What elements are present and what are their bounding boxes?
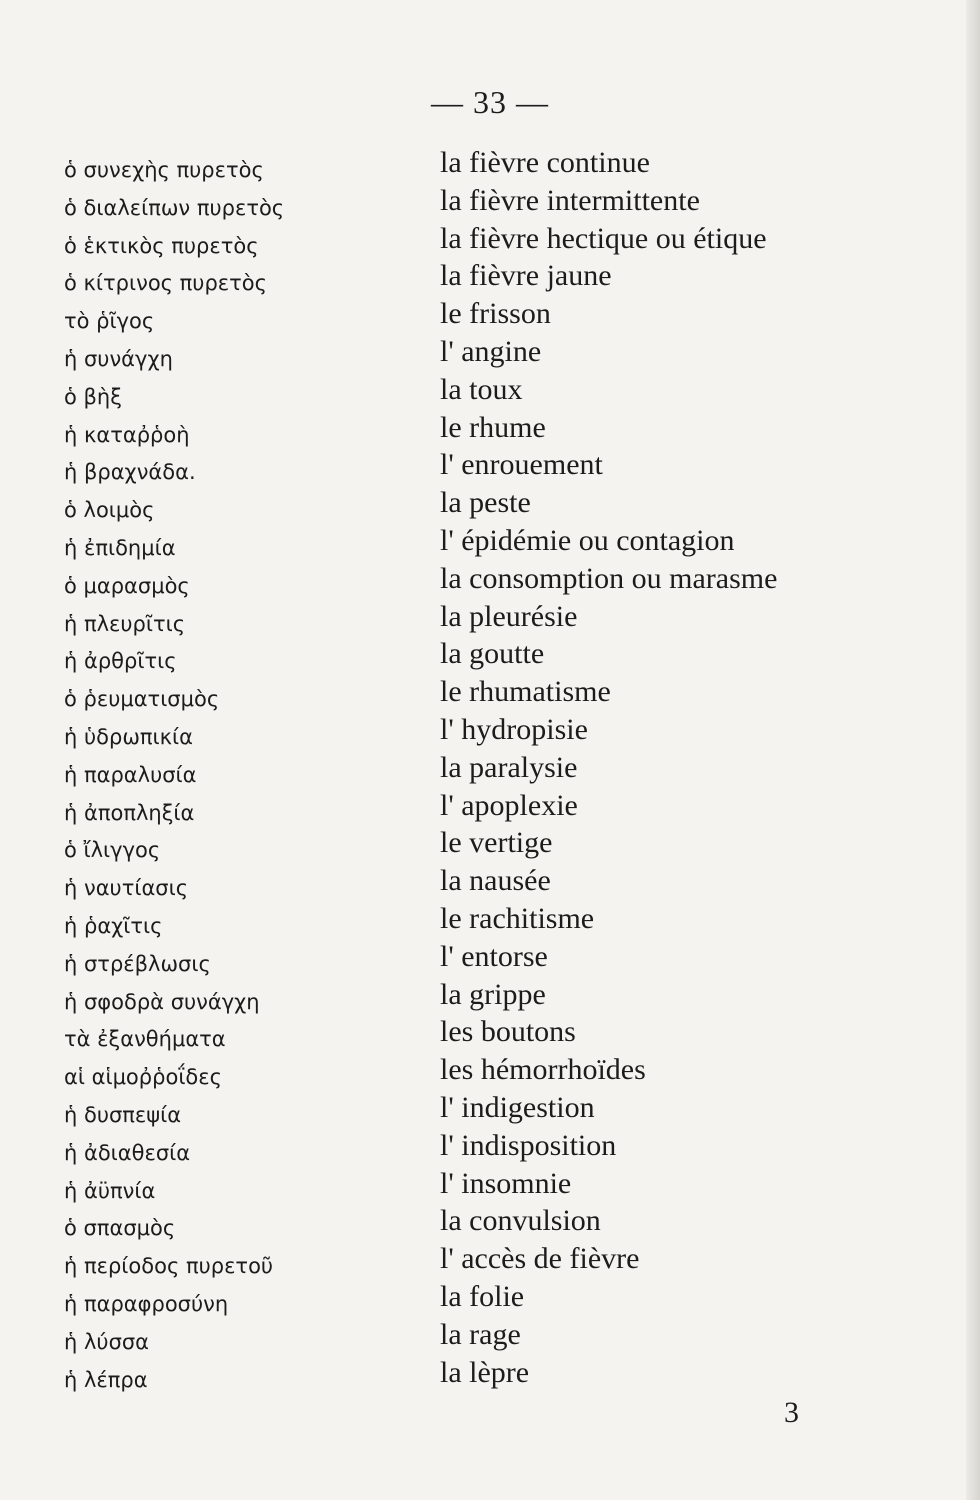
french-term: la fièvre continue	[440, 146, 650, 179]
greek-term: ἡ ἐπιδημία	[64, 535, 176, 560]
greek-term: ἡ παραλυσία	[64, 762, 197, 787]
french-term: la grippe	[440, 977, 546, 1011]
french-term: le rhumatisme	[440, 675, 611, 709]
greek-term: αἱ αἱμοῤῥοΐδες	[64, 1065, 222, 1090]
french-term: les hémorrhoïdes	[440, 1053, 646, 1087]
greek-term: ἡ βραχνάδα.	[64, 460, 196, 485]
french-term: l' épidémie ou contagion	[440, 523, 735, 557]
greek-term: ἡ λέπρα	[64, 1367, 148, 1392]
french-term: la pleurésie	[440, 599, 578, 633]
greek-term: ἡ ἀρθρῖτις	[64, 649, 177, 674]
french-term: la paralysie	[440, 750, 578, 784]
french-term: la consomption ou marasme	[440, 561, 778, 595]
greek-term: ἡ λύσσα	[64, 1329, 150, 1354]
french-term: la fièvre hectique ou étique	[440, 221, 767, 255]
french-term: la lèpre	[440, 1355, 530, 1389]
french-term: la toux	[440, 372, 523, 406]
greek-term: ὁ διαλείπων πυρετὸς	[64, 195, 285, 220]
greek-term: ὁ μαρασμὸς	[64, 573, 190, 598]
greek-term: ὁ λοιμὸς	[64, 498, 155, 523]
french-term: l' hydropisie	[440, 712, 588, 746]
greek-term: ὁ ἑκτικὸς πυρετὸς	[64, 233, 259, 258]
greek-term-column	[64, 152, 424, 1399]
french-term: la fièvre jaune	[440, 259, 612, 293]
french-term: l' insomnie	[440, 1166, 572, 1200]
greek-term: ὁ σπασμὸς	[64, 1216, 176, 1241]
greek-term: ἡ καταῤῥοὴ	[64, 422, 190, 447]
page-number: — 33 —	[431, 84, 549, 120]
french-term-column	[440, 144, 960, 1391]
french-term: le rachitisme	[440, 901, 595, 935]
greek-term: ἡ δυσπεψία	[64, 1102, 182, 1127]
signature-mark: 3	[784, 1396, 799, 1429]
french-term: l' enrouement	[440, 448, 603, 482]
french-term: la rage	[440, 1317, 521, 1351]
french-term: le vertige	[440, 826, 553, 860]
greek-term: ἡ ναυτίασις	[64, 876, 189, 901]
french-term: l' indisposition	[440, 1128, 617, 1162]
greek-term: ἡ συνάγχη	[64, 346, 173, 371]
french-term: la folie	[440, 1279, 525, 1313]
greek-term: ἡ στρέβλωσις	[64, 951, 211, 976]
french-term: la fièvre intermittente	[440, 183, 700, 217]
page-edge-shadow	[966, 0, 980, 1500]
greek-term: ἡ πλευρῖτις	[64, 611, 186, 636]
french-term: la nausée	[440, 864, 551, 898]
french-term: la peste	[440, 486, 531, 520]
greek-term: ὁ συνεχὴς πυρετὸς	[64, 158, 264, 182]
french-term: le frisson	[440, 297, 551, 331]
greek-term: ὁ ἴλιγγος	[64, 838, 161, 863]
french-term: l' accès de fièvre	[440, 1242, 640, 1276]
greek-term: ἡ ἀποπληξία	[64, 800, 195, 825]
greek-term: ἡ παραφροσύνη	[64, 1291, 229, 1316]
greek-term: ἡ ἀϋπνία	[64, 1178, 156, 1203]
greek-term: τὰ ἐξανθήματα	[64, 1027, 226, 1052]
greek-term: ἡ σφοδρὰ συνάγχη	[64, 989, 260, 1014]
french-term: la goutte	[440, 637, 545, 671]
greek-term: ἡ περίοδος πυρετοῦ	[64, 1254, 274, 1279]
greek-term: ὁ ῥευματισμὸς	[64, 687, 220, 712]
greek-term: ὁ βὴξ	[64, 384, 122, 409]
greek-term: ἡ ὑδρωπικία	[64, 724, 193, 749]
french-term: l' entorse	[440, 939, 548, 973]
greek-term: ἡ ῥαχῖτις	[64, 913, 163, 938]
french-term: l' indigestion	[440, 1090, 595, 1124]
french-term: la convulsion	[440, 1204, 601, 1238]
greek-term: ἡ ἀδιαθεσία	[64, 1140, 191, 1165]
french-term: le rhume	[440, 410, 546, 444]
french-term: l' angine	[440, 334, 542, 368]
greek-term: τὸ ῥῖγος	[64, 309, 155, 334]
french-term: les boutons	[440, 1015, 576, 1049]
french-term: l' apoplexie	[440, 788, 578, 822]
greek-term: ὁ κίτρινος πυρετὸς	[64, 271, 267, 296]
